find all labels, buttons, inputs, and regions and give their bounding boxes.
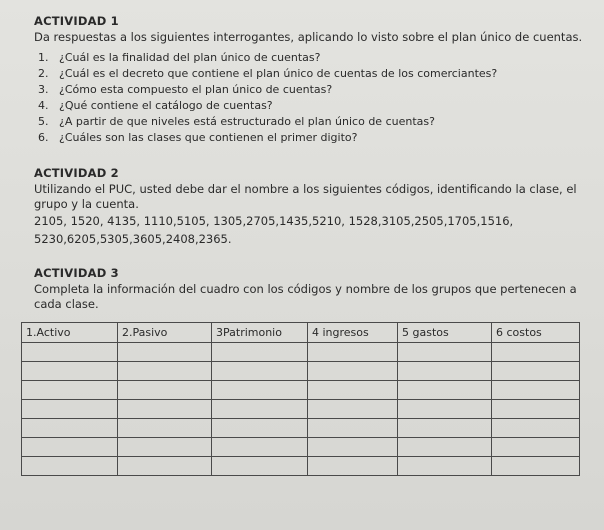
question-text: ¿Qué contiene el catálogo de cuentas? xyxy=(59,99,273,112)
header-pasivo: 2.Pasivo xyxy=(118,323,212,343)
table-cell xyxy=(118,343,212,362)
table-row xyxy=(22,438,580,457)
spacer xyxy=(34,248,586,266)
table-cell xyxy=(22,419,118,438)
list-item xyxy=(38,130,586,146)
table-cell xyxy=(398,419,492,438)
table-row xyxy=(22,381,580,400)
table-cell xyxy=(398,343,492,362)
table-cell xyxy=(118,381,212,400)
activity1-question-list xyxy=(34,50,586,146)
table-cell xyxy=(118,457,212,476)
table-cell xyxy=(492,381,580,400)
question-text: ¿Cuáles son las clases que contienen el primer digito? xyxy=(59,131,358,144)
question-number: 1. xyxy=(38,51,49,64)
table-cell xyxy=(22,457,118,476)
table-cell xyxy=(308,438,398,457)
table-cell xyxy=(398,400,492,419)
question-number: 6. xyxy=(38,131,49,144)
table-cell xyxy=(492,362,580,381)
header-patrimonio: 3Patrimonio xyxy=(212,323,308,343)
table-cell xyxy=(118,400,212,419)
header-gastos: 5 gastos xyxy=(398,323,492,343)
table-cell xyxy=(398,457,492,476)
table-cell xyxy=(492,457,580,476)
question-number: 5. xyxy=(38,115,49,128)
table-cell xyxy=(22,438,118,457)
table-cell xyxy=(212,419,308,438)
question-text: ¿Cómo esta compuesto el plan único de cuentas? xyxy=(59,83,333,96)
table-cell xyxy=(308,457,398,476)
table-cell xyxy=(212,343,308,362)
activity2-title: ACTIVIDAD 2 xyxy=(34,166,119,180)
activity3-instruction: Completa la información del cuadro con los códigos y nombre de los grupos que pertenecen a cada clase. xyxy=(34,282,577,311)
question-number: 2. xyxy=(38,67,49,80)
spacer xyxy=(34,146,586,166)
activity2-codes-line1: 2105, 1520, 4135, 1110,5105, 1305,2705,1435,5210, 1528,3105,2505,1705,1516, xyxy=(34,214,514,228)
table-cell xyxy=(22,362,118,381)
activity1-instruction: Da respuestas a los siguientes interrogantes, aplicando lo visto sobre el plan único de cuentas. xyxy=(34,30,583,44)
header-ingresos: 4 ingresos xyxy=(308,323,398,343)
table-cell xyxy=(118,438,212,457)
table-cell xyxy=(492,419,580,438)
header-activo: 1.Activo xyxy=(22,323,118,343)
table-cell xyxy=(492,400,580,419)
table-row xyxy=(22,400,580,419)
table-cell xyxy=(212,381,308,400)
table-cell xyxy=(398,381,492,400)
classes-table xyxy=(21,322,580,476)
table-cell xyxy=(22,381,118,400)
question-text: ¿Cuál es el decreto que contiene el plan único de cuentas de los comerciantes? xyxy=(59,67,498,80)
table-cell xyxy=(308,400,398,419)
table-cell xyxy=(308,419,398,438)
table-cell xyxy=(22,343,118,362)
table-cell xyxy=(398,362,492,381)
activity2-codes-line2: 5230,6205,5305,3605,2408,2365. xyxy=(34,232,232,246)
table-body xyxy=(22,343,580,476)
list-item xyxy=(38,114,586,130)
table-cell xyxy=(118,362,212,381)
header-costos: 6 costos xyxy=(492,323,580,343)
table-cell xyxy=(212,362,308,381)
activity3-title: ACTIVIDAD 3 xyxy=(34,266,119,280)
table-row xyxy=(22,343,580,362)
table-cell xyxy=(212,457,308,476)
question-number: 4. xyxy=(38,99,49,112)
list-item xyxy=(38,82,586,98)
table-cell xyxy=(308,362,398,381)
activity1-title: ACTIVIDAD 1 xyxy=(34,14,119,28)
question-text: ¿A partir de que niveles está estructurado el plan único de cuentas? xyxy=(59,115,435,128)
table-cell xyxy=(212,400,308,419)
table-cell xyxy=(118,419,212,438)
list-item xyxy=(38,50,586,66)
table-cell xyxy=(308,381,398,400)
table-header-row xyxy=(22,323,580,343)
table-cell xyxy=(212,438,308,457)
list-item xyxy=(38,98,586,114)
question-text: ¿Cuál es la finalidad del plan único de cuentas? xyxy=(59,51,321,64)
table-cell xyxy=(492,343,580,362)
table-row xyxy=(22,419,580,438)
table-cell xyxy=(22,400,118,419)
table-row xyxy=(22,457,580,476)
table-row xyxy=(22,362,580,381)
question-number: 3. xyxy=(38,83,49,96)
table-cell xyxy=(492,438,580,457)
activity2-instruction: Utilizando el PUC, usted debe dar el nombre a los siguientes códigos, identificando la clase, el grupo y la cuenta. xyxy=(34,182,577,211)
table-cell xyxy=(308,343,398,362)
table-cell xyxy=(398,438,492,457)
list-item xyxy=(38,66,586,82)
